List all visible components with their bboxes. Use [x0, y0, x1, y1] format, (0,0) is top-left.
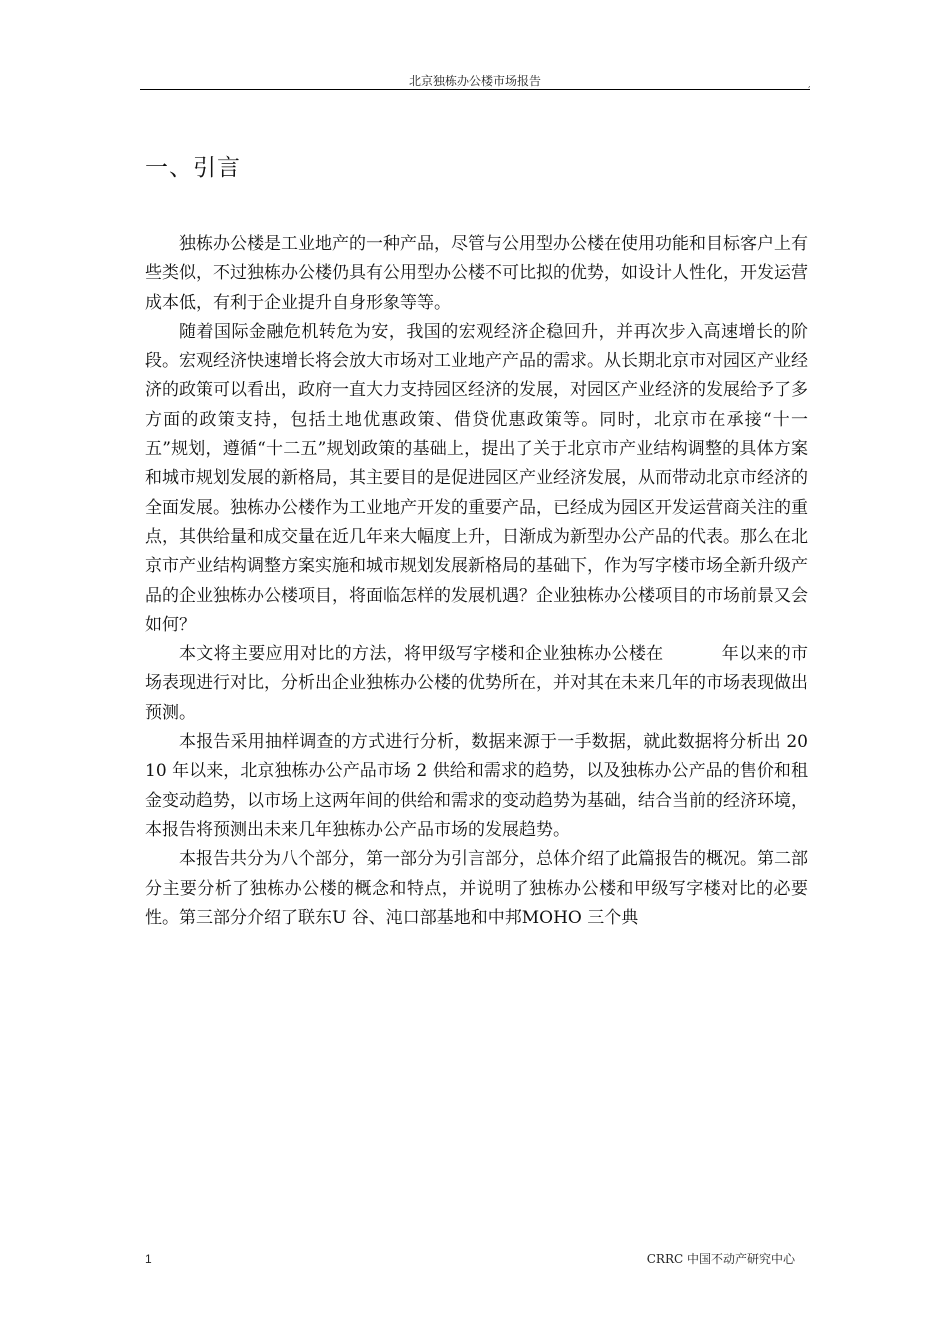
page-header-title: 北京独栋办公楼市场报告: [408, 74, 541, 88]
header-rule: [140, 89, 810, 90]
page-number: 1: [145, 1252, 152, 1266]
body-text: [145, 230, 808, 933]
paragraph-1: 独栋办公楼是工业地产的一种产品，尽管与公用型办公楼在使用功能和目标客户上有些类似，不过独栋办公楼仍具有公用型办公楼不可比拟的优势，如设计人性化，开发运营成本低，有利于企业提升自身形象等等。: [145, 234, 808, 313]
footer-organization: CRRC 中国不动产研究中心: [646, 1252, 795, 1266]
page-footer: [145, 1250, 810, 1268]
paragraph-4: 本报告采用抽样调查的方式进行分析，数据来源于一手数据，就此数据将分析出 2010 年以来，北京独栋办公产品市场 2 供给和需求的趋势，以及独栋办公产品的售价和租金变动趋势，以市场上这两年间的供给和需求的变动趋势为基础，结合当前的经济环境，本报告将预测出未来几年独栋办公产品市场的发展趋势。: [145, 732, 808, 840]
paragraph-2: 随着国际金融危机转危为安，我国的宏观经济企稳回升，并再次步入高速增长的阶段。宏观经济快速增长将会放大市场对工业地产产品的需求。从长期北京市对园区产业经济的政策可以看出，政府一直大力支持园区经济的发展，对园区产业经济的发展给予了多方面的政策支持，包括土地优惠政策、借贷优惠政策等。同时，北京市在承接“十一五”规划，遵循“十二五”规划政策的基础上，提出了关于北京市产业结构调整的具体方案和城市规划发展的新格局，其主要目的是促进园区产业经济发展，从而带动北京市经济的全面发展。独栋办公楼作为工业地产开发的重要产品，已经成为园区开发运营商关注的重点，其供给量和成交量在近几年来大幅度上升，日渐成为新型办公产品的代表。那么在北京市产业结构调整方案实施和城市规划发展新格局的基础下，作为写字楼市场全新升级产品的企业独栋办公楼项目，将面临怎样的发展机遇？企业独栋办公楼项目的市场前景又会如何？: [145, 321, 808, 635]
paragraph-5: 本报告共分为八个部分，第一部分为引言部分，总体介绍了此篇报告的概况。第二部分主要分析了独栋办公楼的概念和特点，并说明了独栋办公楼和甲级写字楼对比的必要性。第三部分介绍了联东U 谷、沌口部基地和中邦MOHO 三个典: [145, 849, 808, 928]
section-title: 一、引言: [145, 155, 241, 181]
paragraph-3: [145, 640, 808, 728]
header-mark: ,: [808, 80, 811, 89]
paragraph-3-before: 本文将主要应用对比的方法，将甲级写字楼和企业独栋办公楼在: [179, 644, 664, 665]
paragraph-3-after: 年以来的市场表现进行对比，分析出企业独栋办公楼的优势所在，并对其在未来几年的市场表现做出预测。: [145, 644, 808, 723]
